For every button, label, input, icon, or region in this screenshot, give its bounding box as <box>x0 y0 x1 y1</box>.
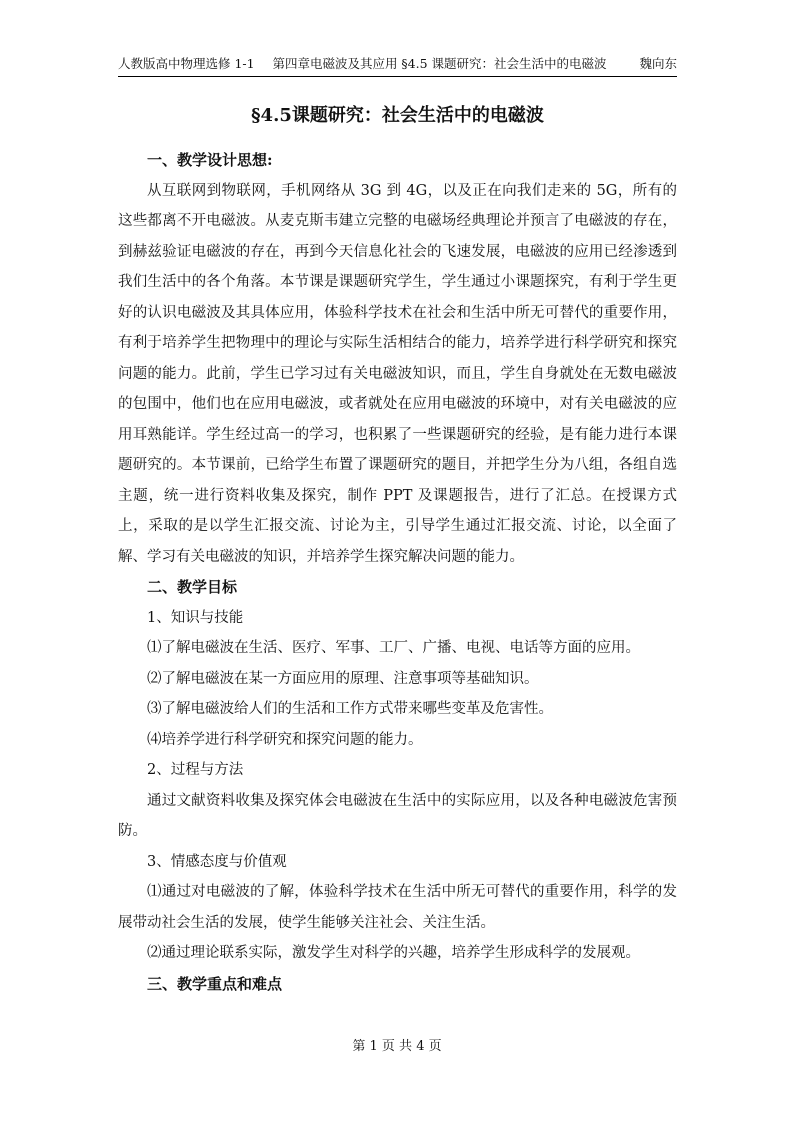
section-heading-goals: 二、教学目标 <box>147 578 238 596</box>
knowledge-item: ⑴了解电磁波在生活、医疗、军事、工厂、广播、电视、电话等方面的应用。 <box>147 640 640 656</box>
design-paragraph: 从互联网到物联网，手机网络从 3G 到 4G，以及正在向我们走来的 5G，所有的这些都离不开电磁波。从麦克斯韦建立完整的电磁场经典理论并预言了电磁波的存在，到赫兹验证电磁波的存在，再到今天信息化社会的飞速发展，电磁波的应用已经渗透到我们生活中的各个角落。本节课是课题研究学生，学生通过小课题探究，有利于学生更好的认识电磁波及其具体应用，体验科学技术在社会和生活中所无可替代的重要作用，有利于培养学生把物理中的理论与实际生活相结合的能力，培养学进行科学研究和探究问题的能力。此前，学生已学习过有关电磁波知识，而且，学生自身就处在无数电磁波的包围中，他们也在应用电磁波，或者就处在应用电磁波的环境中，对有关电磁波的应用耳熟能详。学生经过高一的学习，也积累了一些课题研究的经验，是有能力进行本课题研究的。本节课前，已给学生布置了课题研究的题目，并把学生分为八组，各组自选主题，统一进行资料收集及探究，制作 PPT 及课题报告，进行了汇总。在授课方式上，采取的是以学生汇报交流、讨论为主，引导学生通过汇报交流、讨论，以全面了解、学习有关电磁波的知识，并培养学生探究解决问题的能力。 <box>118 182 677 565</box>
page-header <box>118 52 677 77</box>
subheading-process: 2、过程与方法 <box>147 762 244 778</box>
subheading-knowledge: 1、知识与技能 <box>147 609 244 626</box>
header-course: 人教版高中物理选修 1-1 <box>118 56 255 71</box>
document-title: §4.5课题研究：社会生活中的电磁波 <box>251 105 544 126</box>
section-heading-keypoints: 三、教学重点和难点 <box>147 974 283 993</box>
subheading-emotion: 3、情感态度与价值观 <box>147 853 287 870</box>
knowledge-item: ⑶了解电磁波给人们的生活和工作方式带来哪些变革及危害性。 <box>147 701 553 717</box>
knowledge-item: ⑵了解电磁波在某一方面应用的原理、注意事项等基础知识。 <box>147 670 539 687</box>
section-heading-design: 一、教学设计思想: <box>147 151 273 169</box>
document-body <box>118 145 677 999</box>
knowledge-item: ⑷培养学进行科学研究和探究问题的能力。 <box>147 731 423 748</box>
header-chapter: 第四章电磁波及其应用 §4.5 课题研究：社会生活中的电磁波 <box>272 56 607 71</box>
process-paragraph: 通过文献资料收集及探究体会电磁波在生活中的实际应用，以及各种电磁波危害预防。 <box>118 792 677 839</box>
emotion-item: ⑴通过对电磁波的了解，体验科学技术在生活中所无可替代的重要作用，科学的发展带动社会生活的发展，使学生能够关注社会、关注生活。 <box>118 884 677 931</box>
emotion-item: ⑵通过理论联系实际，激发学生对科学的兴趣，培养学生形成科学的发展观。 <box>147 945 640 961</box>
page-footer: 第 1 页 共 4 页 <box>352 1039 442 1054</box>
header-author: 魏向东 <box>639 56 677 71</box>
